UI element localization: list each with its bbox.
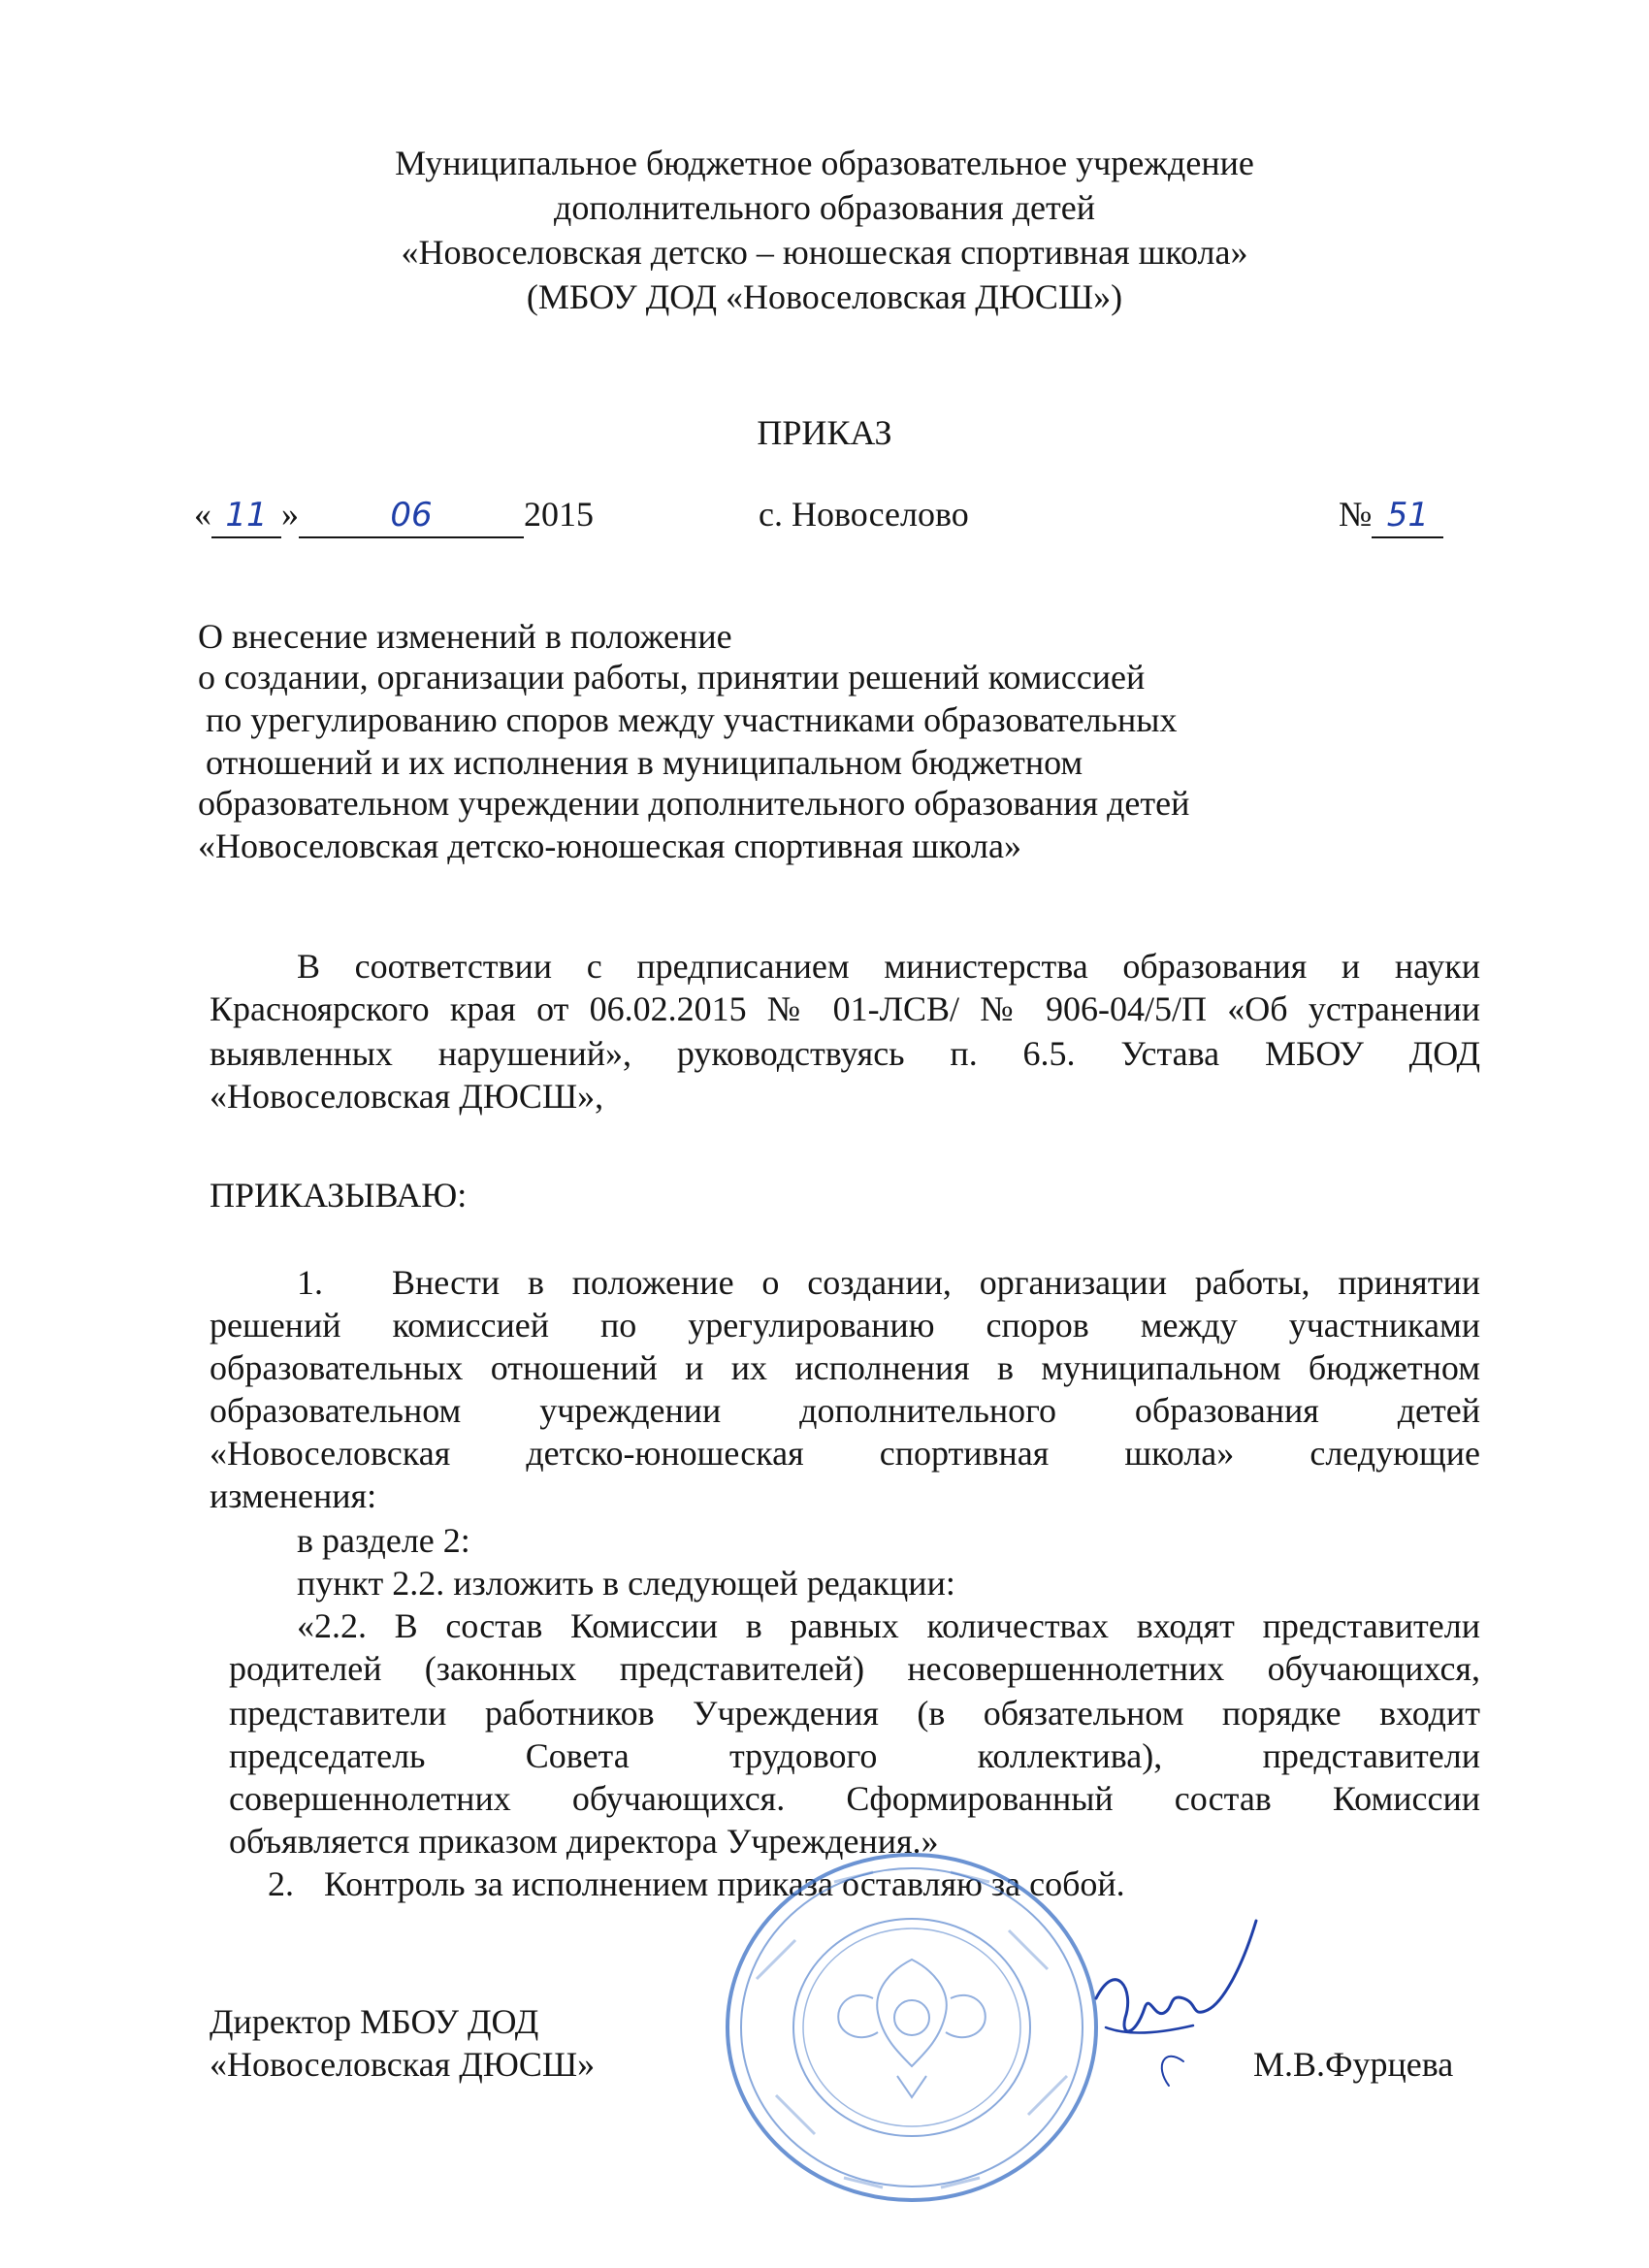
subject-line-2: о создании, организации работы, принятии решений комиссией [198, 658, 1146, 697]
item1-line-1: Внести в положение о создании, организации работы, принятии [392, 1263, 1480, 1302]
item1-line-6: изменения: [210, 1476, 377, 1515]
item1-point: пункт 2.2. изложить в следующей редакции: [297, 1564, 955, 1603]
quote-line-4: председатель Совета трудового коллектива), представители [229, 1736, 1480, 1775]
subject-line-5: образовательном учреждении дополнительного образования детей [198, 784, 1190, 823]
preamble-line-1: В соответствии с предписанием министерства образования и науки [297, 947, 1480, 986]
place: с. Новоселово [759, 495, 969, 534]
item1-number: 1. [297, 1263, 323, 1302]
preamble-line-2: Красноярского края от 06.02.2015 № 01-ЛСВ/ № 906-04/5/П «Об устранении [210, 989, 1480, 1028]
quote-line-1: «2.2. В состав Комиссии в равных количествах входят представители [297, 1606, 1480, 1645]
date-open-quote: « [194, 495, 211, 534]
order-title: ПРИКАЗ [757, 413, 892, 452]
order-number [1339, 493, 1443, 538]
quote-line-5: совершеннолетних обучающихся. Сформированный состав Комиссии [229, 1779, 1480, 1818]
header-line-2: дополнительного образования детей [554, 188, 1095, 227]
item1-line-4: образовательном учреждении дополнительного образования детей [210, 1391, 1480, 1430]
item2-text: Контроль за исполнением приказа оставляю за собой. [324, 1864, 1125, 1903]
handwritten-signature [1077, 1901, 1271, 2095]
preamble-line-4: «Новоселовская ДЮСШ», [210, 1077, 604, 1116]
header-line-3: «Новоселовская детско – юношеская спортивная школа» [401, 233, 1248, 272]
signer-position-1: Директор МБОУ ДОД [210, 2002, 539, 2041]
official-seal-stamp [718, 1843, 1106, 2212]
signer-name: М.В.Фурцева [1253, 2045, 1454, 2084]
date-close-quote: » [281, 495, 299, 534]
quote-line-3: представители работников Учреждения (в обязательном порядке входит [229, 1694, 1480, 1733]
item1-section: в разделе 2: [297, 1521, 470, 1560]
quote-line-6: объявляется приказом директора Учреждения.» [229, 1822, 939, 1861]
header-line-1: Муниципальное бюджетное образовательное учреждение [395, 144, 1254, 182]
subject-line-6: «Новоселовская детско-юношеская спортивная школа» [198, 826, 1021, 865]
preamble-line-3: выявленных нарушений», руководствуясь п. 6.5. Устава МБОУ ДОД [210, 1034, 1480, 1073]
date-field [194, 493, 594, 538]
subject-line-3: по урегулированию споров между участниками образовательных [206, 700, 1178, 739]
date-month: 06 [390, 496, 433, 535]
decree-word: ПРИКАЗЫВАЮ: [210, 1176, 468, 1215]
item1-line-3: образовательных отношений и их исполнения в муниципальном бюджетном [210, 1348, 1480, 1387]
header-line-4: (МБОУ ДОД «Новоселовская ДЮСШ») [526, 277, 1123, 316]
date-day: 11 [225, 496, 268, 535]
item1-line-2: решений комиссией по урегулированию споров между участниками [210, 1306, 1480, 1345]
item2-number: 2. [268, 1864, 294, 1903]
number-value: 51 [1386, 496, 1429, 535]
number-sign: № [1339, 495, 1373, 534]
date-year: 2015 [524, 495, 594, 534]
item1-line-5: «Новоселовская детско-юношеская спортивная школа» следующие [210, 1434, 1480, 1473]
signer-position-2: «Новоселовская ДЮСШ» [210, 2045, 596, 2084]
subject-line-4: отношений и их исполнения в муниципальном бюджетном [206, 743, 1083, 782]
subject-line-1: О внесение изменений в положение [198, 617, 732, 656]
quote-line-2: родителей (законных представителей) несовершеннолетних обучающихся, [229, 1649, 1480, 1688]
